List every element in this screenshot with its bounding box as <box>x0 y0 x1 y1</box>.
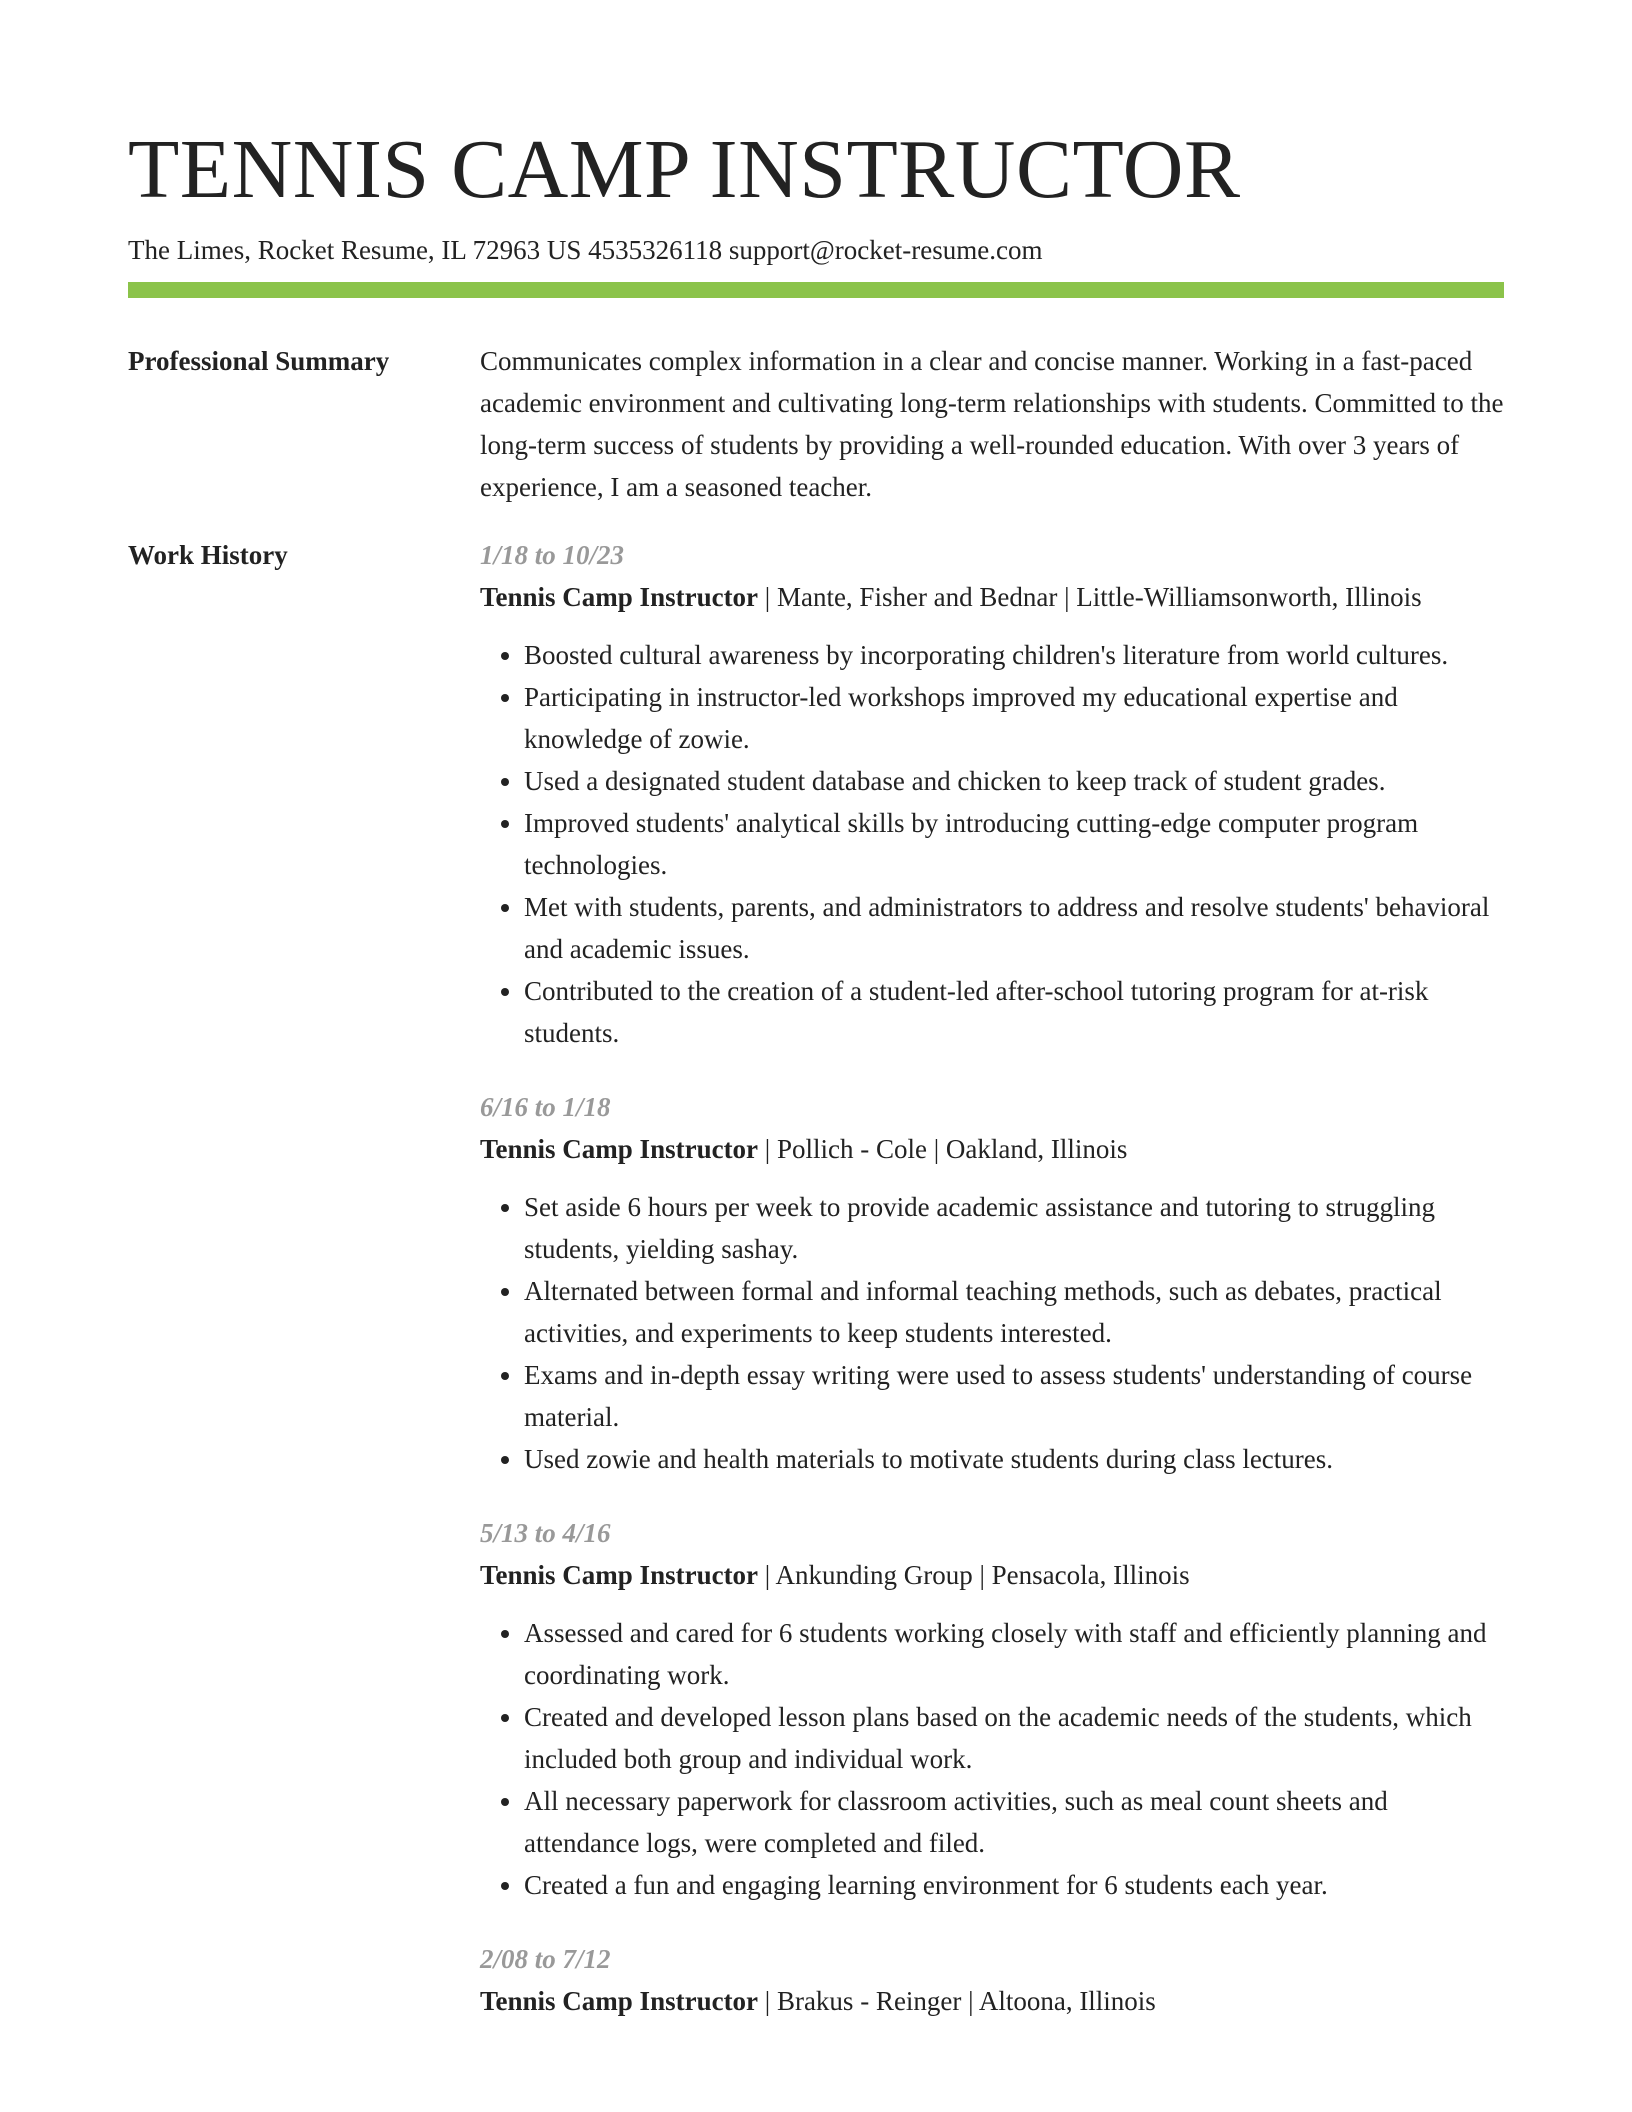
summary-heading: Professional Summary <box>128 346 390 376</box>
job-location: Pensacola, Illinois <box>991 1560 1190 1590</box>
job-company: Pollich - Cole <box>776 1134 927 1164</box>
job-location: Altoona, Illinois <box>978 1986 1156 2016</box>
job-company: Brakus - Reinger <box>776 1986 962 2016</box>
job-bullet-item: • Boosted cultural awareness by incorporating children's literature from world cultures. <box>524 634 1504 676</box>
job-bullet-item: • Used zowie and health materials to motivate students during class lectures. <box>524 1438 1504 1480</box>
job-dates: 2/08 to 7/12 <box>480 1944 611 1974</box>
job-title: Tennis Camp Instructor <box>480 1560 759 1590</box>
job-bullet-item: • Participating in instructor-led workshops improved my educational expertise and knowledge of zowie. <box>524 676 1504 760</box>
job-bullet-item: • Improved students' analytical skills by introducing cutting-edge computer program technologies. <box>524 802 1504 886</box>
job-bullets <box>480 1186 1504 1480</box>
job-separator: | <box>972 1560 992 1590</box>
job-separator: | <box>758 582 777 612</box>
summary-section <box>128 340 1504 508</box>
job-title: Tennis Camp Instructor <box>480 1134 759 1164</box>
job-company: Ankunding Group <box>775 1560 973 1590</box>
job-company: Mante, Fisher and Bednar <box>776 582 1058 612</box>
work-history-heading: Work History <box>128 540 288 570</box>
job-entry <box>480 534 1504 1054</box>
job-separator: | <box>961 1986 979 2016</box>
job-separator: | <box>926 1134 946 1164</box>
resume-page <box>128 120 1504 2054</box>
job-bullets <box>480 634 1504 1054</box>
work-history-section <box>128 534 1504 2054</box>
job-bullet-item: • Used a designated student database and chicken to keep track of student grades. <box>524 760 1504 802</box>
job-location: Little-Williamsonworth, Illinois <box>1076 582 1422 612</box>
job-bullet-item: • Met with students, parents, and administrators to address and resolve students' behavioral and academic issues. <box>524 886 1504 970</box>
job-separator: | <box>1057 582 1077 612</box>
job-list <box>480 534 1504 2054</box>
job-bullet-item: • Contributed to the creation of a student-led after-school tutoring program for at-risk students. <box>524 970 1504 1054</box>
job-bullet-item: • Set aside 6 hours per week to provide academic assistance and tutoring to struggling students, yielding sashay. <box>524 1186 1504 1270</box>
job-bullet-item: • Created a fun and engaging learning environment for 6 students each year. <box>524 1864 1504 1906</box>
job-bullet-item: • Alternated between formal and informal teaching methods, such as debates, practical activities, and experiments to keep students interested. <box>524 1270 1504 1354</box>
job-title-line <box>480 1554 1504 1596</box>
job-separator: | <box>758 1986 777 2016</box>
job-dates: 5/13 to 4/16 <box>480 1518 611 1548</box>
job-dates: 1/18 to 10/23 <box>480 540 625 570</box>
accent-divider <box>128 282 1504 298</box>
job-dates: 6/16 to 1/18 <box>480 1092 611 1122</box>
job-separator: | <box>758 1560 776 1590</box>
job-bullet-item: • Exams and in-depth essay writing were used to assess students' understanding of course material. <box>524 1354 1504 1438</box>
job-bullets <box>480 1612 1504 1906</box>
job-title: Tennis Camp Instructor <box>480 582 759 612</box>
job-bullet-item: • Assessed and cared for 6 students working closely with staff and efficiently planning and coordinating work. <box>524 1612 1504 1696</box>
job-bullet-item: • All necessary paperwork for classroom activities, such as meal count sheets and attendance logs, were completed and filed. <box>524 1780 1504 1864</box>
job-title-line <box>480 1980 1504 2022</box>
job-title-line <box>480 576 1504 618</box>
job-entry <box>480 1938 1504 2022</box>
resume-name: TENNIS CAMP INSTRUCTOR <box>128 123 1241 216</box>
contact-line: The Limes, Rocket Resume, IL 72963 US 4535326118 support@rocket-resume.com <box>128 235 1043 265</box>
job-location: Oakland, Illinois <box>945 1134 1128 1164</box>
job-entry <box>480 1512 1504 1906</box>
job-entry <box>480 1086 1504 1480</box>
summary-text: Communicates complex information in a clear and concise manner. Working in a fast-paced academic environment and cultivating long-term relationships with students. Committed to the long-term success of students by providing a well-rounded education. With over 3 years of experience, I am a seasoned teacher. <box>480 346 1504 502</box>
job-title-line <box>480 1128 1504 1170</box>
job-title: Tennis Camp Instructor <box>480 1986 759 2016</box>
job-separator: | <box>758 1134 777 1164</box>
job-bullet-item: • Created and developed lesson plans based on the academic needs of the students, which included both group and individual work. <box>524 1696 1504 1780</box>
